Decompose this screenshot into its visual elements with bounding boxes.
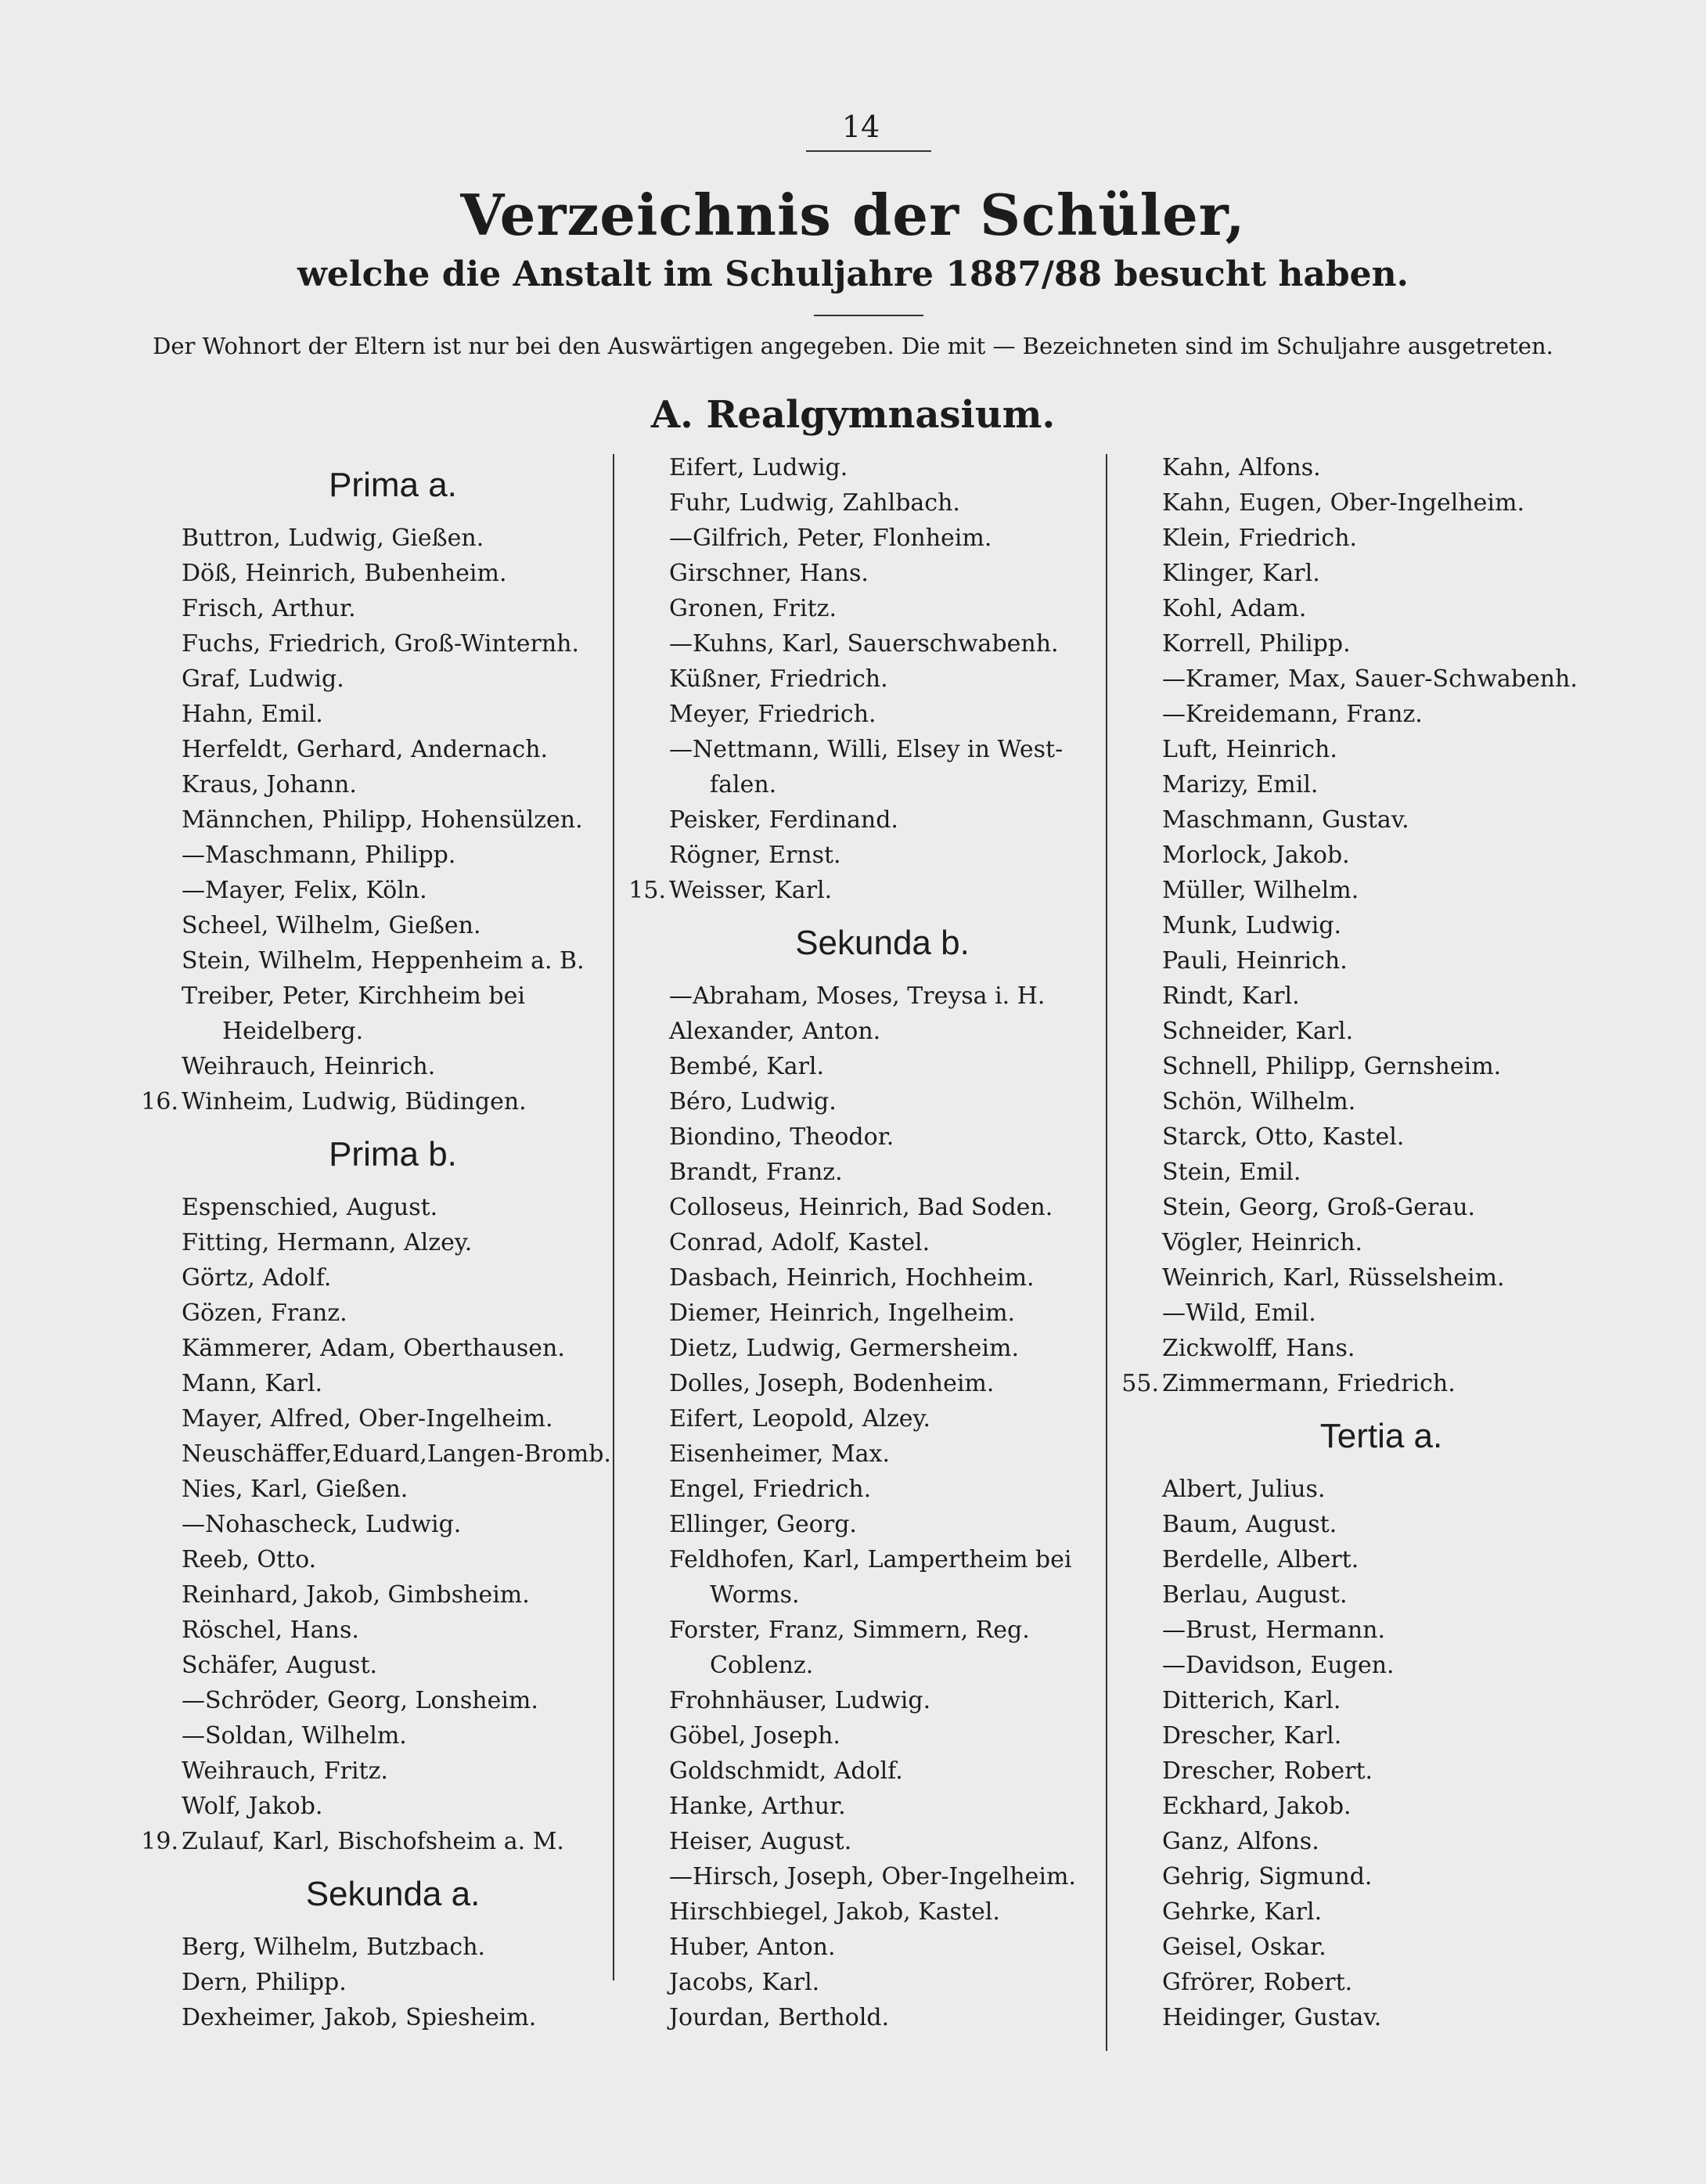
- student-name: Dexheimer, Jakob, Spiesheim.: [182, 2004, 537, 2031]
- student-entry: [669, 485, 1096, 521]
- student-entry: [669, 1119, 1096, 1155]
- student-entry: [182, 1577, 604, 1613]
- student-entry: [182, 697, 604, 732]
- student-entry: [669, 1331, 1096, 1366]
- student-entry: [182, 521, 604, 556]
- student-name: —Wild, Emil.: [1162, 1299, 1316, 1327]
- student-name: falen.: [710, 771, 777, 798]
- student-entry: [182, 873, 604, 908]
- student-entry: [669, 1894, 1096, 1930]
- student-entry: [182, 838, 604, 873]
- student-name: Korrell, Philipp.: [1162, 630, 1351, 658]
- student-name: Mayer, Alfred, Ober-Ingelheim.: [182, 1405, 553, 1433]
- student-name: Brandt, Franz.: [669, 1159, 843, 1186]
- student-name: Berdelle, Albert.: [1162, 1546, 1359, 1573]
- student-entry: [1162, 1049, 1600, 1084]
- student-entry: [182, 1436, 611, 1472]
- student-entry: [182, 943, 604, 978]
- student-name: Klein, Friedrich.: [1162, 524, 1358, 552]
- student-entry: [182, 1613, 604, 1648]
- student-entry: [1162, 450, 1600, 485]
- student-entry: [1162, 661, 1600, 697]
- student-entry: [182, 1930, 604, 1965]
- student-entry: [182, 978, 604, 1014]
- student-name: Baum, August.: [1162, 1511, 1337, 1538]
- student-name: Alexander, Anton.: [669, 1018, 881, 1045]
- student-name: Goldschmidt, Adolf.: [669, 1757, 903, 1785]
- student-name: Stein, Emil.: [1162, 1159, 1301, 1186]
- student-entry: [1162, 1683, 1600, 1718]
- student-entry-continuation: [669, 767, 1096, 802]
- student-entry: [182, 802, 604, 838]
- student-count: 15.: [628, 877, 666, 904]
- student-entry: [182, 1965, 604, 2000]
- student-name: Huber, Anton.: [669, 1934, 836, 1961]
- student-name: —Mayer, Felix, Köln.: [182, 877, 427, 904]
- student-name: Stein, Wilhelm, Heppenheim a. B.: [182, 947, 585, 975]
- student-name: Albert, Julius.: [1162, 1476, 1326, 1503]
- student-name: Hirschbiegel, Jakob, Kastel.: [669, 1898, 1000, 1926]
- student-entry: [1162, 767, 1600, 802]
- student-entry: [1162, 1542, 1600, 1577]
- student-name: Berg, Wilhelm, Butzbach.: [182, 1934, 486, 1961]
- student-name: Fuchs, Friedrich, Groß-Winternh.: [182, 630, 580, 658]
- student-name: Kahn, Alfons.: [1162, 454, 1321, 481]
- student-entry: [182, 1753, 604, 1789]
- page-title: Verzeichnis der Schüler,: [460, 182, 1246, 248]
- student-name: Müller, Wilhelm.: [1162, 877, 1359, 904]
- student-entry: [669, 1401, 1096, 1436]
- student-entry-continuation: [669, 1577, 1096, 1613]
- student-name: Ganz, Alfons.: [1162, 1828, 1319, 1855]
- student-name: Bembé, Karl.: [669, 1053, 825, 1080]
- student-column-3: [1121, 450, 1600, 2035]
- student-name: Eckhard, Jakob.: [1162, 1793, 1351, 1820]
- student-entry: [1162, 978, 1600, 1014]
- student-name: Diemer, Heinrich, Ingelheim.: [669, 1299, 1016, 1327]
- student-name: Küßner, Friedrich.: [669, 665, 888, 693]
- student-entry: [182, 767, 604, 802]
- student-entry: [669, 521, 1096, 556]
- class-heading: Prima b.: [329, 1135, 457, 1173]
- student-entry-continuation: [669, 1648, 1096, 1683]
- student-entry: [182, 1718, 604, 1753]
- student-entry: [669, 1155, 1096, 1190]
- student-name: Eifert, Ludwig.: [669, 454, 848, 481]
- student-name: Zulauf, Karl, Bischofsheim a. M.: [182, 1828, 564, 1855]
- student-entry: [1121, 1366, 1600, 1401]
- class-heading: Prima a.: [329, 466, 457, 504]
- student-name: Weihrauch, Heinrich.: [182, 1053, 436, 1080]
- student-entry: [669, 661, 1096, 697]
- student-name: Kohl, Adam.: [1162, 595, 1307, 622]
- class-heading: Sekunda b.: [795, 924, 970, 962]
- student-name: —Nettmann, Willi, Elsey in West-: [669, 736, 1064, 763]
- student-name: Herfeldt, Gerhard, Andernach.: [182, 736, 549, 763]
- student-name: Zimmermann, Friedrich.: [1162, 1370, 1456, 1397]
- student-name: Frohnhäuser, Ludwig.: [669, 1687, 931, 1714]
- student-name: Eifert, Leopold, Alzey.: [669, 1405, 931, 1433]
- student-entry: [669, 1718, 1096, 1753]
- student-entry: [669, 1753, 1096, 1789]
- student-name: Reeb, Otto.: [182, 1546, 317, 1573]
- student-name: —Kramer, Max, Sauer-Schwabenh.: [1162, 665, 1578, 693]
- student-count: 19.: [141, 1828, 178, 1855]
- student-entry: [669, 591, 1096, 626]
- student-name: Weisser, Karl.: [669, 877, 833, 904]
- student-name: Meyer, Friedrich.: [669, 701, 876, 728]
- student-entry: [182, 1296, 604, 1331]
- student-entry: [182, 1401, 604, 1436]
- student-name: Döß, Heinrich, Bubenheim.: [182, 560, 507, 587]
- section-heading: A. Realgymnasium.: [650, 393, 1056, 437]
- student-entry: [669, 2000, 1096, 2035]
- column-divider: [1106, 454, 1107, 2051]
- student-count: 16.: [141, 1088, 178, 1115]
- student-name: Gehrke, Karl.: [1162, 1898, 1323, 1926]
- student-entry: [1162, 1894, 1600, 1930]
- student-name: Coblenz.: [710, 1652, 814, 1679]
- student-name: Dern, Philipp.: [182, 1969, 347, 1996]
- student-entry: [1162, 485, 1600, 521]
- student-name: —Kreidemann, Franz.: [1162, 701, 1423, 728]
- column-divider: [613, 454, 614, 1980]
- student-count: 55.: [1121, 1370, 1159, 1397]
- student-name: Peisker, Ferdinand.: [669, 806, 898, 834]
- student-entry: [669, 1366, 1096, 1401]
- student-name: Morlock, Jakob.: [1162, 842, 1350, 869]
- student-name: Reinhard, Jakob, Gimbsheim.: [182, 1581, 530, 1609]
- student-name: Kahn, Eugen, Ober-Ingelheim.: [1162, 489, 1524, 517]
- student-entry: [669, 450, 1096, 485]
- student-name: Berlau, August.: [1162, 1581, 1348, 1609]
- student-name: Luft, Heinrich.: [1162, 736, 1337, 763]
- student-name: Worms.: [710, 1581, 800, 1609]
- student-entry: [1162, 1155, 1600, 1190]
- student-entry: [182, 1366, 604, 1401]
- student-entry: [182, 1683, 604, 1718]
- student-name: Girschner, Hans.: [669, 560, 869, 587]
- student-entry: [182, 732, 604, 767]
- student-name: Hanke, Arthur.: [669, 1793, 846, 1820]
- student-name: Klinger, Karl.: [1162, 560, 1320, 587]
- student-entry: [1162, 732, 1600, 767]
- student-name: Nies, Karl, Gießen.: [182, 1476, 409, 1503]
- student-column-1: [141, 450, 611, 2035]
- student-entry: [182, 1648, 604, 1683]
- student-column-2: [628, 450, 1096, 2035]
- student-entry: [1162, 1824, 1600, 1859]
- student-entry: [669, 1190, 1096, 1225]
- student-name: Wolf, Jakob.: [182, 1793, 323, 1820]
- student-name: Jacobs, Karl.: [669, 1969, 820, 1996]
- student-entry: [1162, 1472, 1600, 1507]
- student-name: Rögner, Ernst.: [669, 842, 841, 869]
- student-entry: [1162, 591, 1600, 626]
- student-entry: [669, 1225, 1096, 1260]
- student-entry: [182, 591, 604, 626]
- student-entry: [182, 626, 604, 661]
- student-entry: [1162, 1577, 1600, 1613]
- student-entry: [669, 1613, 1096, 1648]
- student-entry: [1162, 873, 1600, 908]
- student-name: —Maschmann, Philipp.: [182, 842, 456, 869]
- student-name: Conrad, Adolf, Kastel.: [669, 1229, 930, 1256]
- student-entry: [669, 697, 1096, 732]
- student-name: Drescher, Karl.: [1162, 1722, 1342, 1750]
- student-entry: [669, 838, 1096, 873]
- student-entry: [1162, 1260, 1600, 1296]
- student-entry: [182, 2000, 604, 2035]
- student-entry: [182, 1225, 604, 1260]
- student-name: Weihrauch, Fritz.: [182, 1757, 388, 1785]
- student-name: Graf, Ludwig.: [182, 665, 344, 693]
- student-entry: [669, 1084, 1096, 1119]
- student-name: Pauli, Heinrich.: [1162, 947, 1348, 975]
- student-entry: [1162, 1930, 1600, 1965]
- student-entry: [1162, 1965, 1600, 2000]
- student-name: Geisel, Oskar.: [1162, 1934, 1326, 1961]
- student-entry: [141, 1824, 604, 1859]
- student-name: —Hirsch, Joseph, Ober-Ingelheim.: [669, 1863, 1076, 1890]
- student-entry: [1162, 556, 1600, 591]
- student-name: Schäfer, August.: [182, 1652, 378, 1679]
- student-name: Dasbach, Heinrich, Hochheim.: [669, 1264, 1035, 1292]
- student-name: Stein, Georg, Groß-Gerau.: [1162, 1194, 1476, 1221]
- student-name: Vögler, Heinrich.: [1162, 1229, 1363, 1256]
- student-name: Schneider, Karl.: [1162, 1018, 1354, 1045]
- student-name: Eisenheimer, Max.: [669, 1440, 891, 1468]
- student-entry: [669, 978, 1096, 1014]
- student-entry: [669, 1472, 1096, 1507]
- student-name: Hahn, Emil.: [182, 701, 323, 728]
- student-entry: [1162, 943, 1600, 978]
- student-name: Ellinger, Georg.: [669, 1511, 857, 1538]
- student-entry: [669, 1930, 1096, 1965]
- student-name: —Kuhns, Karl, Sauerschwabenh.: [669, 630, 1059, 658]
- student-entry: [669, 1824, 1096, 1859]
- student-entry: [1162, 1789, 1600, 1824]
- student-name: Neuschäffer,Eduard,Langen-Bromb.: [182, 1440, 611, 1468]
- student-entry: [1162, 838, 1600, 873]
- student-entry: [669, 1436, 1096, 1472]
- student-entry: [669, 732, 1096, 767]
- student-name: Treiber, Peter, Kirchheim bei: [182, 982, 525, 1010]
- student-entry: [1162, 2000, 1600, 2035]
- student-name: Jourdan, Berthold.: [669, 2004, 890, 2031]
- student-entry: [669, 1014, 1096, 1049]
- student-entry: [182, 1049, 604, 1084]
- student-name: Heiser, August.: [669, 1828, 852, 1855]
- student-name: Starck, Otto, Kastel.: [1162, 1123, 1405, 1151]
- student-name: Maschmann, Gustav.: [1162, 806, 1409, 834]
- student-entry: [182, 1472, 604, 1507]
- student-entry: [182, 1331, 604, 1366]
- student-entry: [669, 1965, 1096, 2000]
- student-name: Fitting, Hermann, Alzey.: [182, 1229, 473, 1256]
- student-name: Ditterich, Karl.: [1162, 1687, 1341, 1714]
- student-name: Winheim, Ludwig, Büdingen.: [182, 1088, 527, 1115]
- student-name: Göbel, Joseph.: [669, 1722, 840, 1750]
- student-entry: [1162, 1859, 1600, 1894]
- student-entry: [1162, 521, 1600, 556]
- student-entry: [1162, 1119, 1600, 1155]
- student-entry: [1162, 1084, 1600, 1119]
- student-entry: [182, 1260, 604, 1296]
- student-entry: [182, 661, 604, 697]
- student-entry: [182, 1190, 604, 1225]
- student-name: Marizy, Emil.: [1162, 771, 1319, 798]
- student-entry: [669, 1260, 1096, 1296]
- student-name: Görtz, Adolf.: [182, 1264, 332, 1292]
- student-name: Gfrörer, Robert.: [1162, 1969, 1353, 1996]
- student-entry: [669, 1789, 1096, 1824]
- page-subtitle: welche die Anstalt im Schuljahre 1887/88 besucht haben.: [297, 254, 1409, 294]
- student-name: Frisch, Arthur.: [182, 595, 356, 622]
- student-name: Espenschied, August.: [182, 1194, 438, 1221]
- student-entry: [182, 1507, 604, 1542]
- student-name: —Soldan, Wilhelm.: [182, 1722, 407, 1750]
- student-name: Colloseus, Heinrich, Bad Soden.: [669, 1194, 1053, 1221]
- student-entry: [669, 1859, 1096, 1894]
- student-name: Forster, Franz, Simmern, Reg.: [669, 1616, 1030, 1644]
- student-entry: [628, 873, 1096, 908]
- student-name: Gehrig, Sigmund.: [1162, 1863, 1373, 1890]
- page-number: 14: [841, 110, 880, 144]
- student-entry: [182, 908, 604, 943]
- student-name: Heidelberg.: [222, 1018, 364, 1045]
- student-entry: [1162, 802, 1600, 838]
- student-name: Biondino, Theodor.: [669, 1123, 894, 1151]
- student-name: Röschel, Hans.: [182, 1616, 359, 1644]
- student-entry: [1162, 697, 1600, 732]
- student-entry: [669, 1049, 1096, 1084]
- student-entry: [182, 556, 604, 591]
- student-name: Engel, Friedrich.: [669, 1476, 872, 1503]
- student-name: —Gilfrich, Peter, Flonheim.: [669, 524, 992, 552]
- student-entry: [1162, 908, 1600, 943]
- student-entry: [1162, 1225, 1600, 1260]
- student-entry: [669, 1542, 1096, 1577]
- student-entry: [1162, 1613, 1600, 1648]
- class-heading: Sekunda a.: [305, 1875, 480, 1913]
- student-name: Dietz, Ludwig, Germersheim.: [669, 1335, 1019, 1362]
- student-name: Dolles, Joseph, Bodenheim.: [669, 1370, 995, 1397]
- student-name: —Schröder, Georg, Lonsheim.: [182, 1687, 538, 1714]
- student-entry: [182, 1542, 604, 1577]
- divider: [814, 315, 923, 316]
- student-name: —Brust, Hermann.: [1162, 1616, 1385, 1644]
- student-name: Kämmerer, Adam, Oberthausen.: [182, 1335, 565, 1362]
- student-name: Fuhr, Ludwig, Zahlbach.: [669, 489, 960, 517]
- student-entry: [1162, 1753, 1600, 1789]
- explanatory-note: Der Wohnort der Eltern ist nur bei den Auswärtigen angegeben. Die mit — Bezeichneten sind im Schuljahre ausgetreten.: [153, 333, 1553, 359]
- student-name: Heidinger, Gustav.: [1162, 2004, 1382, 2031]
- student-entry: [1162, 1296, 1600, 1331]
- divider: [806, 150, 931, 152]
- student-entry: [182, 1789, 604, 1824]
- student-name: Schön, Wilhelm.: [1162, 1088, 1356, 1115]
- student-entry: [669, 802, 1096, 838]
- student-entry: [669, 1507, 1096, 1542]
- student-name: Rindt, Karl.: [1162, 982, 1300, 1010]
- student-entry: [141, 1084, 604, 1119]
- student-name: Kraus, Johann.: [182, 771, 357, 798]
- student-entry: [1162, 1718, 1600, 1753]
- student-name: —Davidson, Eugen.: [1162, 1652, 1395, 1679]
- student-entry: [669, 1296, 1096, 1331]
- student-entry: [669, 1683, 1096, 1718]
- student-name: Munk, Ludwig.: [1162, 912, 1342, 939]
- student-name: —Nohascheck, Ludwig.: [182, 1511, 462, 1538]
- student-name: Zickwolff, Hans.: [1162, 1335, 1355, 1362]
- student-name: Scheel, Wilhelm, Gießen.: [182, 912, 481, 939]
- student-entry: [1162, 1331, 1600, 1366]
- student-entry: [669, 556, 1096, 591]
- student-name: Gronen, Fritz.: [669, 595, 837, 622]
- student-name: Mann, Karl.: [182, 1370, 323, 1397]
- class-heading: Tertia a.: [1319, 1417, 1443, 1455]
- student-entry: [1162, 626, 1600, 661]
- student-name: Drescher, Robert.: [1162, 1757, 1373, 1785]
- student-entry: [1162, 1190, 1600, 1225]
- student-name: Feldhofen, Karl, Lampertheim bei: [669, 1546, 1072, 1573]
- student-name: Schnell, Philipp, Gernsheim.: [1162, 1053, 1502, 1080]
- student-entry: [1162, 1014, 1600, 1049]
- student-name: Buttron, Ludwig, Gießen.: [182, 524, 484, 552]
- student-entry: [1162, 1648, 1600, 1683]
- student-entry: [1162, 1507, 1600, 1542]
- student-entry-continuation: [182, 1014, 604, 1049]
- student-entry: [669, 626, 1096, 661]
- student-name: Béro, Ludwig.: [669, 1088, 837, 1115]
- student-name: Weinrich, Karl, Rüsselsheim.: [1162, 1264, 1505, 1292]
- student-name: Männchen, Philipp, Hohensülzen.: [182, 806, 583, 834]
- student-name: Gözen, Franz.: [182, 1299, 347, 1327]
- student-name: —Abraham, Moses, Treysa i. H.: [669, 982, 1046, 1010]
